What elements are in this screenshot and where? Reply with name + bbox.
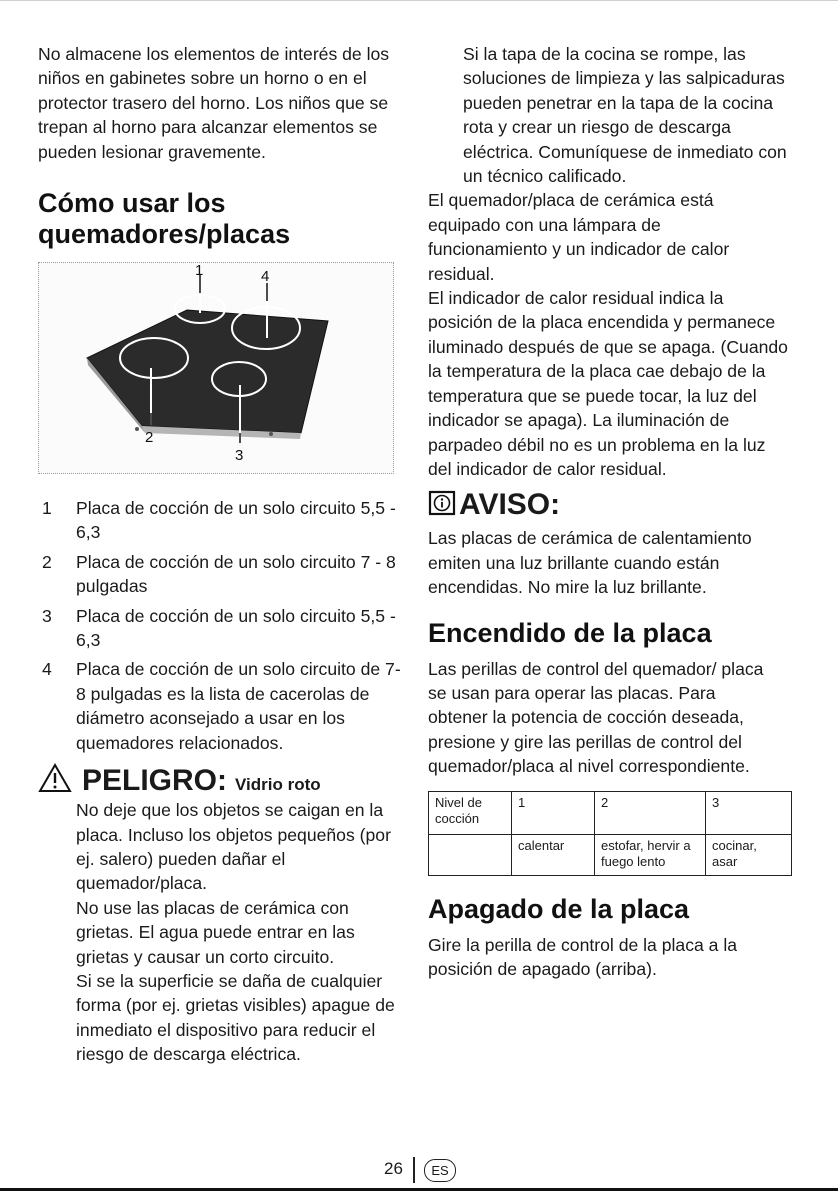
cooking-level-table [428, 791, 792, 876]
figure-label-1: 1 [195, 263, 204, 280]
table-cell [429, 834, 512, 875]
danger-heading [38, 760, 408, 798]
table-cell: 2 [595, 791, 706, 834]
cooktop-figure [38, 262, 394, 474]
page-footer [0, 1157, 838, 1185]
danger-continuation: Si la tapa de la cocina se rompe, las soluciones de limpieza y las salpicaduras pueden penetrar en la tapa de la cocina rota y crear un riesgo de descarga eléctrica. Comuníquese de inmediato con un técnico calificado. [463, 44, 787, 187]
danger-subtitle: Vidrio roto [235, 775, 321, 795]
info-icon [428, 490, 456, 521]
figure-label-2: 2 [145, 429, 154, 447]
indicator-paragraph-1: El quemador/placa de cerámica está equipado con una lámpara de funcionamiento y un indicador de calor residual. [428, 190, 730, 284]
left-column [38, 42, 408, 1067]
table-cell: calentar [512, 834, 595, 875]
table-cell: Nivel de cocción [429, 791, 512, 834]
language-badge: ES [424, 1159, 456, 1182]
danger-paragraph-1: No deje que los objetos se caigan en la placa. Incluso los objetos pequeños (por ej. salero) pueden dañar el quemador/placa. [76, 800, 391, 894]
danger-title: PELIGRO: [82, 764, 228, 798]
figure-label-4: 4 [261, 268, 270, 286]
intro-paragraph: No almacene los elementos de interés de los niños en gabinetes sobre un horno o en el protector trasero del horno. Los niños que se trepan al horno para alcanzar elementos se pueden lesionar gravemente. [38, 44, 390, 162]
list-item: 2 Placa de cocción de un solo circuito 7 - 8 pulgadas [42, 551, 396, 597]
heading-line-2: quemadores/placas [38, 219, 291, 250]
table-cell: estofar, hervir a fuego lento [595, 834, 706, 875]
table-cell: 1 [512, 791, 595, 834]
aviso-heading [428, 487, 800, 523]
indicator-paragraph-2: El indicador de calor residual indica la posición de la placa encendida y permanece iluminado después de que se apaga. (Cuando la temperatura de la placa cae debajo de la temperatura que se puede tocar, la luz del indicador se apaga). La iluminación de parpadeo débil no es un problema en la luz del indicador de calor residual. [428, 288, 788, 479]
table-row [429, 834, 792, 875]
footer-divider [413, 1157, 415, 1183]
page-number: 26 [384, 1159, 403, 1178]
list-item: 3 Placa de cocción de un solo circuito 5,5 - 6,3 [42, 605, 396, 651]
section-heading-apagado: Apagado de la placa [428, 893, 690, 924]
top-rule [0, 0, 838, 1]
apagado-paragraph: Gire la perilla de control de la placa a la posición de apagado (arriba). [428, 934, 738, 979]
table-cell: 3 [706, 791, 792, 834]
warning-triangle-icon [38, 763, 72, 798]
section-heading-encendido: Encendido de la placa [428, 617, 712, 648]
table-cell: cocinar, asar [706, 834, 792, 875]
heading-line-1: Cómo usar los [38, 188, 226, 219]
danger-paragraph-2: No use las placas de cerámica con grietas. El agua puede entrar en las grietas y causar un corto circuito. [76, 897, 355, 967]
aviso-paragraph: Las placas de cerámica de calentamiento emiten una luz brillante cuando están encendidas. No mire la luz brillante. [428, 528, 752, 598]
right-column [428, 42, 800, 981]
list-item: 4 Placa de cocción de un solo circuito de 7-8 pulgadas es la lista de cacerolas de diámetro aconsejado a usar en los quemadores relacionados. [42, 659, 401, 753]
cooktop-illustration [39, 263, 393, 473]
aviso-title: AVISO: [459, 488, 561, 522]
figure-label-3: 3 [235, 447, 244, 465]
section-heading-usage [38, 188, 408, 250]
table-row [429, 791, 792, 834]
list-item: 1 Placa de cocción de un solo circuito 5,5 - 6,3 [42, 498, 396, 543]
burner-list [38, 496, 408, 755]
encendido-paragraph: Las perillas de control del quemador/ placa se usan para operar las placas. Para obtener la potencia de cocción deseada, presione y gire las perillas de control del quemador/placa al nivel correspondiente. [428, 658, 764, 777]
danger-paragraph-3: Si se la superficie se daña de cualquier forma (por ej. grietas visibles) apague de inmediato el dispositivo para reducir el riesgo de descarga eléctrica. [76, 970, 395, 1065]
